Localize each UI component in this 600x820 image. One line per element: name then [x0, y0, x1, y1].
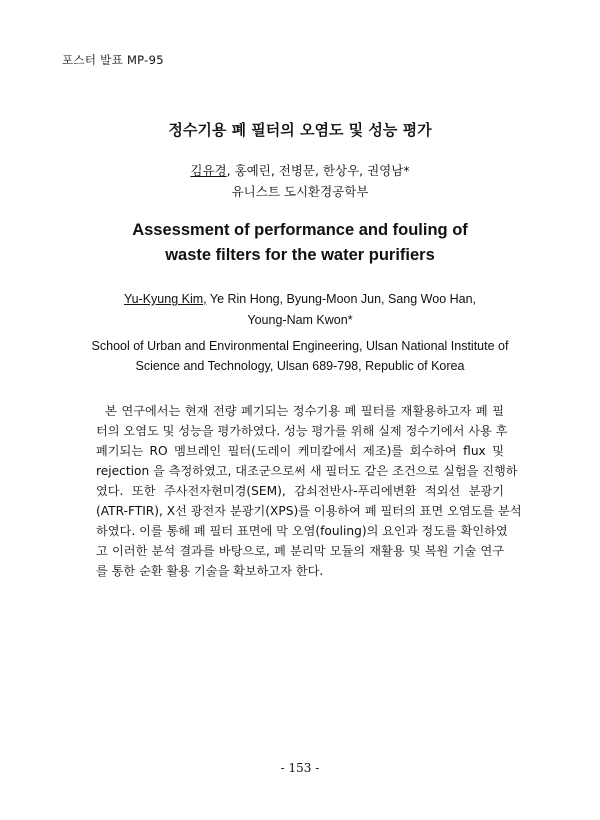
english-affiliation-line-1: School of Urban and Environmental Engineering, Ulsan National Institute of	[91, 339, 509, 353]
co-authors-kr: , 홍예린, 전병문, 한상우, 권영남*	[226, 163, 410, 178]
abstract	[96, 401, 522, 581]
korean-title: 정수기용 폐 필터의 오염도 및 성능 평가	[168, 121, 432, 139]
english-affiliation	[0, 336, 600, 376]
presenting-author-en: Yu-Kyung Kim,	[123, 292, 207, 306]
co-authors-en: Ye Rin Hong, Byung-Moon Jun, Sang Woo Han,	[206, 292, 477, 306]
english-affiliation-line-2: Science and Technology, Ulsan 689-798, Republic of Korea	[135, 359, 465, 373]
english-title	[0, 218, 600, 268]
abstract-line: rejection 을 측정하였고, 대조군으로써 새 필터도 같은 조건으로 실험을 진행하	[96, 464, 518, 478]
english-title-line-1: Assessment of performance and fouling of	[132, 221, 468, 239]
english-title-line-2: waste filters for the water purifiers	[165, 246, 435, 264]
korean-affiliation: 유니스트 도시환경공학부	[231, 184, 369, 199]
abstract-line: 였다. 또한 주사전자현미경(SEM), 감쇠전반사-푸리에변환 적외선 분광기	[96, 484, 504, 498]
english-authors-line-1	[0, 289, 600, 310]
abstract-line: 터의 오염도 및 성능을 평가하였다. 성능 평가를 위해 실제 정수기에서 사용 후	[96, 424, 508, 438]
poster-label: 포스터 발표 MP-95	[62, 53, 164, 67]
page-number: - 153 -	[280, 761, 320, 775]
abstract-line: 를 통한 순환 활용 기술을 확보하고자 한다.	[96, 564, 324, 578]
presenting-author-kr: 김유경	[190, 163, 227, 178]
abstract-line: (ATR-FTIR), X선 광전자 분광기(XPS)를 이용하여 폐 필터의 표면 오염도를 분석	[96, 504, 522, 518]
abstract-line: 고 이러한 분석 결과를 바탕으로, 폐 분리막 모듈의 재활용 및 복원 기술 연구	[96, 544, 504, 558]
english-authors-line-2: Young-Nam Kwon*	[247, 313, 353, 327]
abstract-line: 하였다. 이를 통해 폐 필터 표면에 막 오염(fouling)의 요인과 정도를 확인하였	[96, 524, 508, 538]
korean-authors	[0, 161, 600, 179]
abstract-line: 본 연구에서는 현재 전량 폐기되는 정수기용 폐 필터를 재활용하고자 폐 필	[96, 404, 504, 418]
english-authors	[0, 289, 600, 331]
abstract-line: 폐기되는 RO 멤브레인 필터(도레이 케미칼에서 제조)를 회수하여 flux 및	[96, 444, 504, 458]
